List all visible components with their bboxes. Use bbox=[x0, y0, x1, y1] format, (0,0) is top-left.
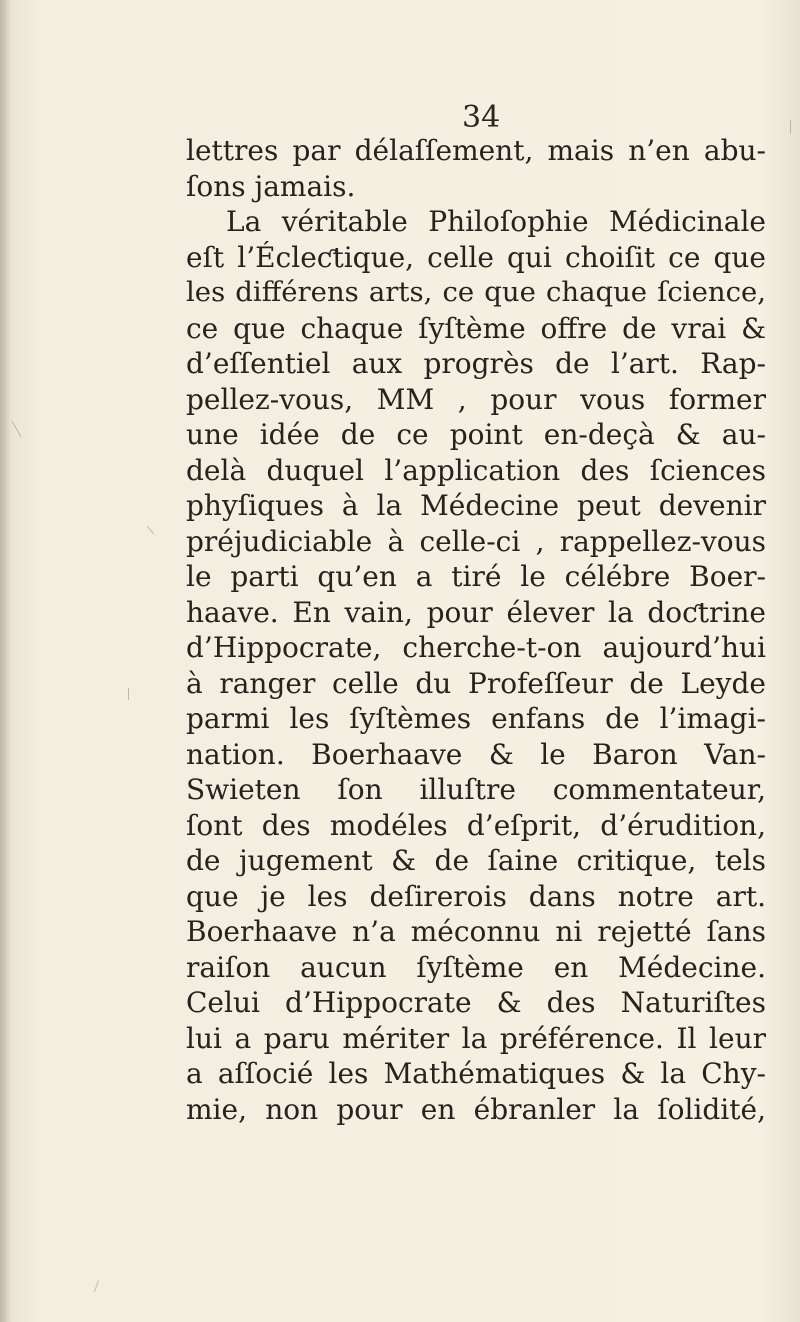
text-line: d’Hippocrate, cherche-t-on aujourd’hui bbox=[186, 631, 766, 664]
text-line: lui a paru mériter la préférence. Il leur bbox=[186, 1021, 766, 1055]
text-line: La véritable Philoſophie Médicinale bbox=[226, 205, 766, 238]
text-line: pellez-vous, MM , pour vous former bbox=[186, 382, 766, 416]
text-line: de jugement & de ſaine critique, tels bbox=[186, 844, 766, 877]
text-line: delà duquel l’application des ſciences bbox=[186, 453, 766, 487]
text-line: a aſſocié les Mathématiques & la Chy- bbox=[186, 1057, 766, 1090]
spine-shadow bbox=[0, 0, 10, 1322]
text-line: nation. Boerhaave & le Baron Van- bbox=[186, 737, 766, 771]
text-line: mie, non pour en ébranler la ſolidité, bbox=[186, 1092, 766, 1126]
text-line: le parti qu’en a tiré le célébre Boer- bbox=[186, 560, 766, 593]
text-line: parmi les ſyſtèmes enfans de l’imagi- bbox=[186, 702, 766, 735]
text-line: que je les deſirerois dans notre art. bbox=[186, 879, 766, 913]
text-line: lettres par délaſſement, mais n’en abu- bbox=[186, 134, 766, 167]
text-line: préjudiciable à celle-ci , rappellez-vous bbox=[186, 524, 766, 558]
text-line: phyſiques à la Médecine peut devenir bbox=[186, 489, 766, 522]
text-line: à ranger celle du Profeſſeur de Leyde bbox=[186, 666, 766, 700]
text-line: raiſon aucun ſyſtème en Médecine. bbox=[186, 950, 766, 984]
text-line: Boerhaave n’a méconnu ni rejetté ſans bbox=[186, 915, 766, 948]
text-line: ſont des modéles d’eſprit, d’érudition, bbox=[186, 808, 766, 842]
paper-speck bbox=[128, 688, 129, 700]
text-line: haave. En vain, pour élever la doƈtrine bbox=[186, 595, 766, 629]
paper-speck bbox=[94, 1280, 99, 1292]
paper-speck bbox=[12, 421, 22, 437]
text-line: eſt l’Écleƈtique, celle qui choiſit ce que bbox=[186, 240, 766, 274]
page-number: 34 bbox=[462, 100, 501, 135]
text-line: ſons jamais. bbox=[186, 169, 356, 203]
text-line: d’eſſentiel aux progrès de l’art. Rap- bbox=[186, 347, 766, 380]
paper-speck bbox=[147, 526, 154, 534]
body-text bbox=[186, 133, 766, 1127]
text-line: les différens arts, ce que chaque ſcience, bbox=[186, 276, 766, 308]
text-line: une idée de ce point en-deçà & au- bbox=[186, 418, 766, 451]
paper-speck bbox=[790, 120, 791, 134]
text-line: Swieten ſon illuſtre commentateur, bbox=[186, 773, 766, 806]
text-line: Celui d’Hippocrate & des Naturiſtes bbox=[186, 986, 766, 1019]
text-line: ce que chaque ſyſtème offre de vrai & bbox=[186, 311, 766, 345]
